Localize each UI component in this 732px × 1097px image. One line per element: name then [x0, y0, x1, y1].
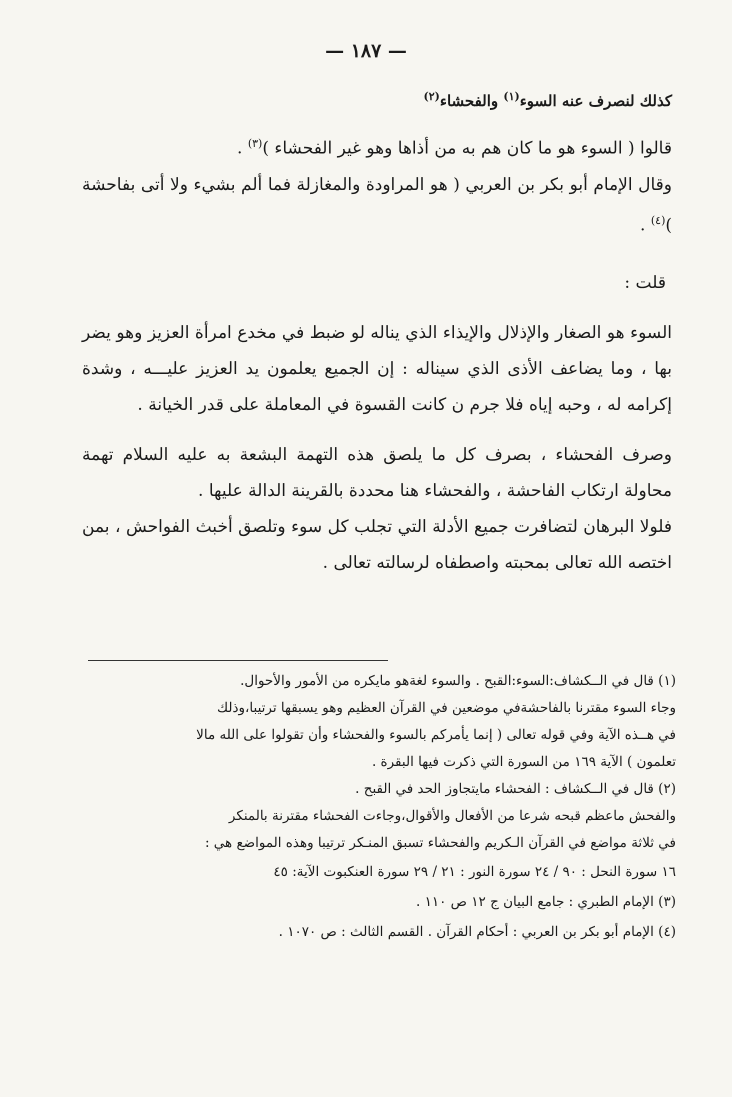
footnote-line: (١) قال في الــكشاف:السوء:القبح . والسوء لغةهو مايكره من الأمور والأحوال. — [240, 673, 676, 689]
footnote-line: (٣) الإمام الطبري : جامع البيان ج ١٢ ص ١١٠ . — [416, 894, 676, 910]
verse-text-2: والفحشاء — [439, 92, 504, 110]
body-paragraph: السوء هو الصغار والإذلال والإيذاء الذي يناله لو ضبط في مخدع امرأة العزيز وهو يضر بها ، وما يضاعف الأذى الذي سيناله : إن الجميع يعلمون يد العزيز عليـــه ، وشدة إكرامه له ، وحبه إياه فلا جرم ن كانت القسوة في المعاملة على قدر الخيانة . — [82, 323, 672, 416]
footnotes — [82, 668, 676, 947]
footnote-divider — [88, 660, 388, 661]
body-paragraph: وصرف الفحشاء ، بصرف كل ما يلصق هذه التهمة البشعة به عليه السلام تهمة محاولة ارتكاب الفاحشة ، والفحشاء هنا محددة بالقرينة الدالة عليها . — [82, 445, 672, 502]
footnote-line: (٤) الإمام أبو بكر بن العربي : أحكام القرآن . القسم الثالث : ص ١٠٧٠ . — [278, 924, 676, 940]
footnote-ref-1: (١) — [503, 90, 520, 103]
footnote-ref-4: (٤) — [650, 213, 666, 227]
body-paragraph: فلولا البرهان لتضافرت جميع الأدلة التي تجلب كل سوء وتلصق أخبث الفواحش ، بمن اختصه الله تعالى بمحبته واصطفاه لرسالته تعالى . — [82, 517, 672, 574]
footnote-ref-3: (٣) — [247, 137, 263, 150]
paragraph-tail: . — [237, 138, 248, 159]
footnote-line: (٢) قال في الــكشاف : الفحشاء مايتجاوز الحد في القبح . — [355, 781, 676, 797]
footnote-line: والفحش ماعظم قبحه شرعا من الأفعال والأقوال،وجاءت الفحشاء مقترنة بالمنكر — [228, 808, 676, 824]
paragraph-quote-2 — [82, 167, 672, 244]
page-number: — ١٨٧ — — [325, 40, 407, 62]
footnote-ref-2: (٢) — [423, 90, 440, 103]
verse-text: كذلك لنصرف عنه السوء — [519, 92, 672, 110]
footnote-line: ١٦ سورة النحل : ٩٠ / ٢٤ سورة النور : ٢١ / ٢٩ سورة العنكبوت الآية: ٤٥ — [273, 864, 676, 880]
paragraph-quote-1 — [82, 126, 672, 167]
paragraph-text: وقال الإمام أبو بكر بن العربي ( هو المراودة والمغازلة فما ألم بشيء ولا أتى بفاحشة ) — [82, 174, 672, 236]
footnote-line: في ثلاثة مواضع في القرآن الـكريم والفحشاء تسبق المنـكر ترتيبا وهذه المواضع هي : — [204, 835, 676, 851]
paragraph-text: قالوا ( السوء هو ما كان هم به من أذاها وهو غير الفحشاء ) — [262, 138, 672, 159]
footnote-line: وجاء السوء مقترنا بالفاحشةفي موضعين في القرآن العظيم وهو يسبقها ترتيبا،وذلك — [217, 700, 676, 716]
section-heading: قلت : — [624, 273, 666, 294]
footnote-line: تعلمون ) الآية ١٦٩ من السورة التي ذكرت فيها البقرة . — [371, 754, 676, 770]
quranic-verse — [82, 84, 672, 114]
main-text — [82, 84, 672, 581]
footnote-line: في هــذه الآية وفي قوله تعالى ( إنما يأمركم بالسوء والفحشاء وأن تقولوا على الله مالا — [196, 727, 676, 743]
paragraph-tail: . — [640, 215, 651, 236]
